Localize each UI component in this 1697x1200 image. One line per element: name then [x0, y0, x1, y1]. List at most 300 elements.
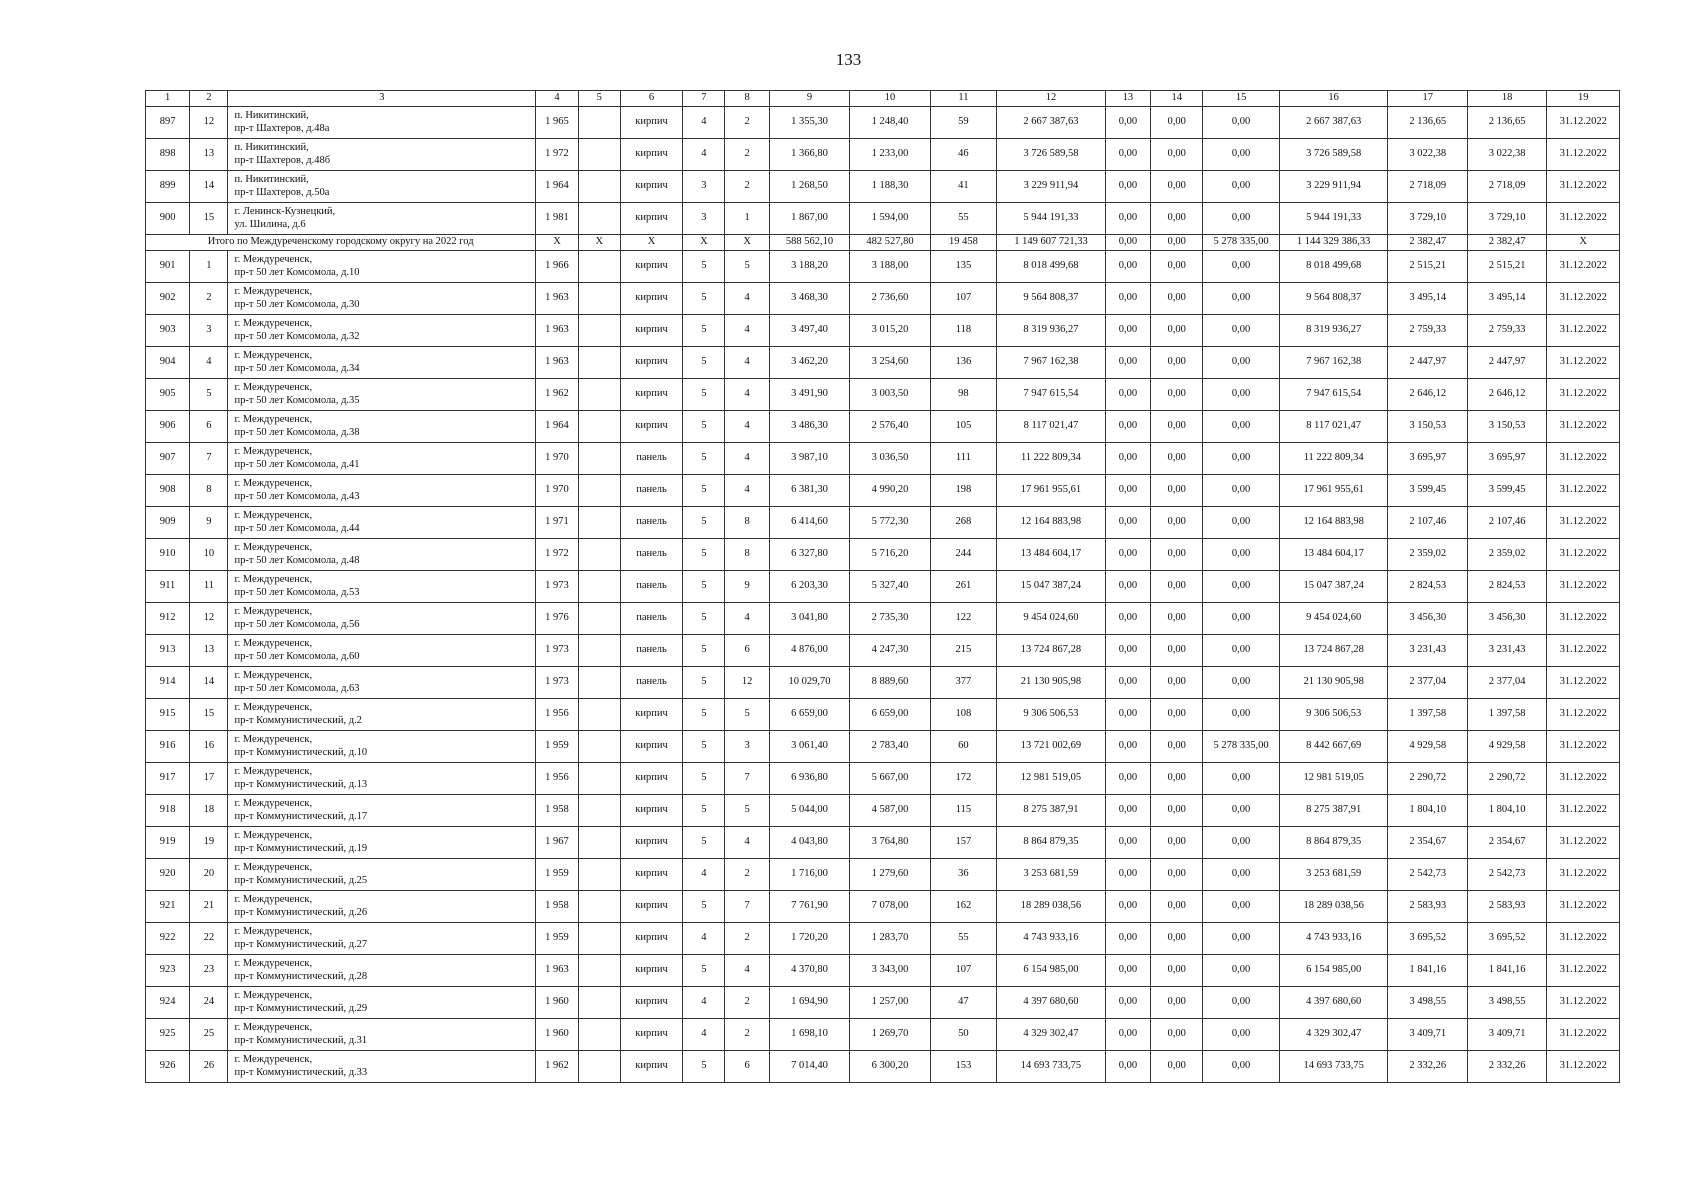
- cell-pop: 115: [930, 795, 996, 827]
- cell-n: 906: [146, 411, 190, 443]
- cell-pop: 118: [930, 315, 996, 347]
- cell-s9: 3 497,40: [769, 315, 849, 347]
- cell-s9: 1 355,30: [769, 107, 849, 139]
- total-label: Итого по Междуреченскому городскому округу на 2022 год: [146, 235, 536, 251]
- cell-en: 5: [725, 699, 769, 731]
- cell-fl: 3: [683, 171, 725, 203]
- cell-c13: 0,00: [1105, 827, 1150, 859]
- address-line-2: пр-т 50 лет Комсомола, д.34: [234, 362, 360, 374]
- cell-en: 2: [725, 987, 769, 1019]
- cell-c5: [578, 411, 620, 443]
- cell-c14: 0,00: [1151, 859, 1203, 891]
- cell-mat: панель: [620, 571, 682, 603]
- total-cell-5: X: [578, 235, 620, 251]
- cell-s10: 8 889,60: [850, 667, 930, 699]
- column-header: 16: [1279, 91, 1388, 107]
- cell-c17: 1 841,16: [1388, 955, 1467, 987]
- cell-c18: 1 397,58: [1467, 699, 1546, 731]
- cell-year: 1 976: [536, 603, 578, 635]
- cell-s10: 3 343,00: [850, 955, 930, 987]
- total-cell-12: 1 149 607 721,33: [997, 235, 1106, 251]
- cell-fl: 4: [683, 139, 725, 171]
- cell-c13: 0,00: [1105, 411, 1150, 443]
- cell-m: 14: [190, 171, 228, 203]
- cell-s9: 7 761,90: [769, 891, 849, 923]
- cell-s10: 2 576,40: [850, 411, 930, 443]
- cell-c13: 0,00: [1105, 443, 1150, 475]
- cell-mat: кирпич: [620, 827, 682, 859]
- cell-date: 31.12.2022: [1547, 139, 1620, 171]
- cell-pop: 136: [930, 347, 996, 379]
- cell-c12: 8 864 879,35: [997, 827, 1106, 859]
- cell-c17: 2 332,26: [1388, 1051, 1467, 1083]
- cell-m: 6: [190, 411, 228, 443]
- cell-date: 31.12.2022: [1547, 699, 1620, 731]
- cell-c17: 3 695,52: [1388, 923, 1467, 955]
- cell-n: 903: [146, 315, 190, 347]
- cell-date: 31.12.2022: [1547, 475, 1620, 507]
- cell-m: 5: [190, 379, 228, 411]
- cell-c18: 4 929,58: [1467, 731, 1546, 763]
- cell-pop: 107: [930, 283, 996, 315]
- cell-c18: 2 542,73: [1467, 859, 1546, 891]
- cell-year: 1 963: [536, 347, 578, 379]
- column-header: 10: [850, 91, 930, 107]
- cell-mat: кирпич: [620, 795, 682, 827]
- cell-c14: 0,00: [1151, 1019, 1203, 1051]
- cell-c18: 1 841,16: [1467, 955, 1546, 987]
- cell-mat: кирпич: [620, 891, 682, 923]
- cell-n: 920: [146, 859, 190, 891]
- address-line-1: г. Междуреченск,: [234, 638, 313, 650]
- cell-fl: 5: [683, 251, 725, 283]
- cell-c17: 2 824,53: [1388, 571, 1467, 603]
- cell-year: 1 963: [536, 315, 578, 347]
- cell-fl: 5: [683, 699, 725, 731]
- cell-c18: 2 136,65: [1467, 107, 1546, 139]
- cell-mat: панель: [620, 603, 682, 635]
- table-row: [146, 539, 1620, 571]
- cell-c14: 0,00: [1151, 315, 1203, 347]
- cell-c17: 2 447,97: [1388, 347, 1467, 379]
- cell-s9: 4 370,80: [769, 955, 849, 987]
- cell-c16: 2 667 387,63: [1279, 107, 1388, 139]
- cell-c5: [578, 315, 620, 347]
- cell-c5: [578, 859, 620, 891]
- cell-fl: 5: [683, 443, 725, 475]
- column-header: 7: [683, 91, 725, 107]
- cell-n: 907: [146, 443, 190, 475]
- address-cell: [228, 1051, 536, 1083]
- table-row: [146, 475, 1620, 507]
- cell-s10: 1 283,70: [850, 923, 930, 955]
- total-cell-17: 2 382,47: [1388, 235, 1467, 251]
- address-line-2: пр-т 50 лет Комсомола, д.38: [234, 426, 360, 438]
- cell-c15: 0,00: [1203, 891, 1279, 923]
- cell-c14: 0,00: [1151, 283, 1203, 315]
- cell-c14: 0,00: [1151, 203, 1203, 235]
- cell-date: 31.12.2022: [1547, 347, 1620, 379]
- cell-c17: 2 759,33: [1388, 315, 1467, 347]
- cell-c14: 0,00: [1151, 1051, 1203, 1083]
- address-cell: [228, 795, 536, 827]
- cell-c16: 4 397 680,60: [1279, 987, 1388, 1019]
- address-cell: [228, 987, 536, 1019]
- cell-c5: [578, 955, 620, 987]
- cell-fl: 5: [683, 347, 725, 379]
- address-line-1: г. Междуреченск,: [234, 382, 313, 394]
- cell-s9: 4 876,00: [769, 635, 849, 667]
- cell-n: 902: [146, 283, 190, 315]
- cell-c13: 0,00: [1105, 347, 1150, 379]
- column-header: 3: [228, 91, 536, 107]
- column-header: 12: [997, 91, 1106, 107]
- cell-c13: 0,00: [1105, 315, 1150, 347]
- cell-year: 1 973: [536, 571, 578, 603]
- cell-c5: [578, 795, 620, 827]
- cell-date: 31.12.2022: [1547, 507, 1620, 539]
- cell-date: 31.12.2022: [1547, 987, 1620, 1019]
- cell-date: 31.12.2022: [1547, 891, 1620, 923]
- cell-c18: 3 498,55: [1467, 987, 1546, 1019]
- cell-pop: 122: [930, 603, 996, 635]
- cell-n: 914: [146, 667, 190, 699]
- address-line-1: г. Междуреченск,: [234, 702, 313, 714]
- cell-date: 31.12.2022: [1547, 635, 1620, 667]
- address-line-2: пр-т 50 лет Комсомола, д.35: [234, 394, 360, 406]
- cell-pop: 55: [930, 203, 996, 235]
- cell-s10: 1 594,00: [850, 203, 930, 235]
- address-line-2: пр-т Шахтеров, д.50а: [234, 186, 330, 198]
- cell-c13: 0,00: [1105, 763, 1150, 795]
- cell-c18: 3 599,45: [1467, 475, 1546, 507]
- cell-m: 7: [190, 443, 228, 475]
- cell-c15: 0,00: [1203, 795, 1279, 827]
- cell-year: 1 973: [536, 667, 578, 699]
- cell-mat: кирпич: [620, 315, 682, 347]
- cell-c12: 7 967 162,38: [997, 347, 1106, 379]
- cell-c5: [578, 171, 620, 203]
- cell-pop: 47: [930, 987, 996, 1019]
- cell-n: 917: [146, 763, 190, 795]
- cell-date: 31.12.2022: [1547, 667, 1620, 699]
- cell-en: 4: [725, 411, 769, 443]
- address-line-2: пр-т Коммунистический, д.27: [234, 938, 368, 950]
- cell-c14: 0,00: [1151, 795, 1203, 827]
- cell-en: 4: [725, 443, 769, 475]
- cell-c16: 9 564 808,37: [1279, 283, 1388, 315]
- cell-c15: 0,00: [1203, 507, 1279, 539]
- cell-c16: 12 164 883,98: [1279, 507, 1388, 539]
- cell-fl: 5: [683, 1051, 725, 1083]
- cell-c12: 13 724 867,28: [997, 635, 1106, 667]
- cell-c15: 0,00: [1203, 1051, 1279, 1083]
- cell-c12: 2 667 387,63: [997, 107, 1106, 139]
- address-cell: [228, 379, 536, 411]
- cell-s9: 3 462,20: [769, 347, 849, 379]
- cell-pop: 157: [930, 827, 996, 859]
- total-cell-9: 588 562,10: [769, 235, 849, 251]
- cell-fl: 5: [683, 571, 725, 603]
- cell-mat: кирпич: [620, 699, 682, 731]
- cell-m: 2: [190, 283, 228, 315]
- cell-year: 1 959: [536, 731, 578, 763]
- column-header: 2: [190, 91, 228, 107]
- cell-s10: 3 003,50: [850, 379, 930, 411]
- cell-c5: [578, 1051, 620, 1083]
- cell-c16: 3 726 589,58: [1279, 139, 1388, 171]
- table-row: [146, 1051, 1620, 1083]
- cell-c12: 17 961 955,61: [997, 475, 1106, 507]
- cell-s9: 6 203,30: [769, 571, 849, 603]
- total-cell-7: X: [683, 235, 725, 251]
- cell-pop: 377: [930, 667, 996, 699]
- cell-c12: 13 484 604,17: [997, 539, 1106, 571]
- total-cell-18: 2 382,47: [1467, 235, 1546, 251]
- address-cell: [228, 635, 536, 667]
- table-row: [146, 347, 1620, 379]
- table-row: [146, 891, 1620, 923]
- cell-s9: 1 268,50: [769, 171, 849, 203]
- total-row: [146, 235, 1620, 251]
- cell-c18: 3 495,14: [1467, 283, 1546, 315]
- cell-date: 31.12.2022: [1547, 107, 1620, 139]
- cell-n: 900: [146, 203, 190, 235]
- cell-s10: 1 279,60: [850, 859, 930, 891]
- cell-mat: кирпич: [620, 379, 682, 411]
- cell-c16: 9 306 506,53: [1279, 699, 1388, 731]
- cell-c5: [578, 603, 620, 635]
- cell-c15: 0,00: [1203, 443, 1279, 475]
- address-cell: [228, 731, 536, 763]
- cell-c12: 12 164 883,98: [997, 507, 1106, 539]
- cell-s9: 3 041,80: [769, 603, 849, 635]
- cell-n: 915: [146, 699, 190, 731]
- cell-s10: 1 188,30: [850, 171, 930, 203]
- cell-mat: кирпич: [620, 1019, 682, 1051]
- cell-c12: 9 454 024,60: [997, 603, 1106, 635]
- cell-fl: 3: [683, 203, 725, 235]
- address-line-1: г. Междуреченск,: [234, 1054, 313, 1066]
- address-line-1: г. Междуреченск,: [234, 670, 313, 682]
- table-row: [146, 699, 1620, 731]
- cell-c5: [578, 923, 620, 955]
- cell-en: 12: [725, 667, 769, 699]
- cell-s10: 5 667,00: [850, 763, 930, 795]
- cell-n: 912: [146, 603, 190, 635]
- cell-c14: 0,00: [1151, 475, 1203, 507]
- cell-en: 4: [725, 827, 769, 859]
- address-cell: [228, 283, 536, 315]
- cell-en: 3: [725, 731, 769, 763]
- cell-date: 31.12.2022: [1547, 251, 1620, 283]
- cell-c15: 0,00: [1203, 571, 1279, 603]
- address-cell: [228, 667, 536, 699]
- table-row: [146, 1019, 1620, 1051]
- cell-s10: 2 735,30: [850, 603, 930, 635]
- total-cell-10: 482 527,80: [850, 235, 930, 251]
- table-body: [146, 91, 1620, 1083]
- total-cell-4: X: [536, 235, 578, 251]
- cell-c12: 8 275 387,91: [997, 795, 1106, 827]
- cell-c14: 0,00: [1151, 891, 1203, 923]
- address-line-2: пр-т Коммунистический, д.31: [234, 1034, 368, 1046]
- address-cell: [228, 171, 536, 203]
- cell-c18: 3 456,30: [1467, 603, 1546, 635]
- cell-c18: 2 583,93: [1467, 891, 1546, 923]
- cell-year: 1 960: [536, 1019, 578, 1051]
- cell-c18: 2 824,53: [1467, 571, 1546, 603]
- cell-c18: 2 377,04: [1467, 667, 1546, 699]
- cell-s9: 6 936,80: [769, 763, 849, 795]
- cell-pop: 46: [930, 139, 996, 171]
- cell-c14: 0,00: [1151, 635, 1203, 667]
- address-line-2: пр-т Коммунистический, д.25: [234, 874, 368, 886]
- cell-c14: 0,00: [1151, 699, 1203, 731]
- cell-en: 4: [725, 955, 769, 987]
- cell-fl: 4: [683, 107, 725, 139]
- cell-m: 26: [190, 1051, 228, 1083]
- cell-mat: панель: [620, 635, 682, 667]
- cell-s10: 1 269,70: [850, 1019, 930, 1051]
- cell-en: 4: [725, 347, 769, 379]
- cell-c13: 0,00: [1105, 171, 1150, 203]
- address-line-2: пр-т Коммунистический, д.28: [234, 970, 368, 982]
- cell-s10: 2 783,40: [850, 731, 930, 763]
- cell-c5: [578, 507, 620, 539]
- column-header: 18: [1467, 91, 1546, 107]
- cell-c18: 2 718,09: [1467, 171, 1546, 203]
- cell-year: 1 958: [536, 795, 578, 827]
- cell-c15: 0,00: [1203, 859, 1279, 891]
- cell-c12: 3 229 911,94: [997, 171, 1106, 203]
- table-row: [146, 139, 1620, 171]
- column-header: 5: [578, 91, 620, 107]
- cell-c5: [578, 571, 620, 603]
- cell-c13: 0,00: [1105, 667, 1150, 699]
- cell-c17: 2 583,93: [1388, 891, 1467, 923]
- cell-year: 1 964: [536, 411, 578, 443]
- cell-mat: кирпич: [620, 251, 682, 283]
- cell-pop: 36: [930, 859, 996, 891]
- cell-s9: 3 486,30: [769, 411, 849, 443]
- cell-c17: 2 136,65: [1388, 107, 1467, 139]
- cell-fl: 5: [683, 635, 725, 667]
- address-line-1: г. Междуреченск,: [234, 606, 313, 618]
- cell-c15: 0,00: [1203, 203, 1279, 235]
- cell-c14: 0,00: [1151, 667, 1203, 699]
- address-line-2: пр-т 50 лет Комсомола, д.63: [234, 682, 360, 694]
- address-cell: [228, 443, 536, 475]
- cell-en: 5: [725, 251, 769, 283]
- cell-m: 22: [190, 923, 228, 955]
- cell-date: 31.12.2022: [1547, 827, 1620, 859]
- cell-c14: 0,00: [1151, 539, 1203, 571]
- cell-en: 2: [725, 107, 769, 139]
- cell-c16: 6 154 985,00: [1279, 955, 1388, 987]
- table-row: [146, 411, 1620, 443]
- cell-fl: 5: [683, 411, 725, 443]
- table-row: [146, 571, 1620, 603]
- cell-en: 6: [725, 1051, 769, 1083]
- cell-c12: 4 397 680,60: [997, 987, 1106, 1019]
- cell-c12: 21 130 905,98: [997, 667, 1106, 699]
- total-cell-16: 1 144 329 386,33: [1279, 235, 1388, 251]
- cell-c16: 3 229 911,94: [1279, 171, 1388, 203]
- cell-c13: 0,00: [1105, 475, 1150, 507]
- cell-c16: 21 130 905,98: [1279, 667, 1388, 699]
- address-cell: [228, 1019, 536, 1051]
- cell-c5: [578, 443, 620, 475]
- cell-c15: 0,00: [1203, 139, 1279, 171]
- cell-fl: 5: [683, 763, 725, 795]
- cell-pop: 135: [930, 251, 996, 283]
- address-line-1: г. Междуреченск,: [234, 286, 313, 298]
- address-line-2: пр-т 50 лет Комсомола, д.43: [234, 490, 360, 502]
- cell-s10: 4 247,30: [850, 635, 930, 667]
- address-line-1: г. Междуреченск,: [234, 510, 313, 522]
- cell-en: 7: [725, 763, 769, 795]
- cell-n: 922: [146, 923, 190, 955]
- cell-m: 8: [190, 475, 228, 507]
- cell-c15: 0,00: [1203, 411, 1279, 443]
- cell-c16: 8 319 936,27: [1279, 315, 1388, 347]
- cell-fl: 4: [683, 1019, 725, 1051]
- cell-c5: [578, 283, 620, 315]
- cell-n: 911: [146, 571, 190, 603]
- cell-c16: 13 724 867,28: [1279, 635, 1388, 667]
- cell-c13: 0,00: [1105, 795, 1150, 827]
- cell-n: 909: [146, 507, 190, 539]
- cell-date: 31.12.2022: [1547, 1019, 1620, 1051]
- cell-c14: 0,00: [1151, 955, 1203, 987]
- address-line-2: пр-т 50 лет Комсомола, д.48: [234, 554, 360, 566]
- address-cell: [228, 923, 536, 955]
- cell-s9: 3 491,90: [769, 379, 849, 411]
- cell-c16: 5 944 191,33: [1279, 203, 1388, 235]
- cell-c12: 14 693 733,75: [997, 1051, 1106, 1083]
- cell-c13: 0,00: [1105, 251, 1150, 283]
- cell-year: 1 973: [536, 635, 578, 667]
- cell-c16: 7 947 615,54: [1279, 379, 1388, 411]
- cell-c17: 3 495,14: [1388, 283, 1467, 315]
- cell-s9: 5 044,00: [769, 795, 849, 827]
- cell-c12: 5 944 191,33: [997, 203, 1106, 235]
- address-line-2: пр-т 50 лет Комсомола, д.56: [234, 618, 360, 630]
- cell-c18: 2 515,21: [1467, 251, 1546, 283]
- address-line-1: г. Междуреченск,: [234, 318, 313, 330]
- cell-c15: 0,00: [1203, 379, 1279, 411]
- table-row: [146, 283, 1620, 315]
- cell-c17: 2 646,12: [1388, 379, 1467, 411]
- cell-mat: панель: [620, 539, 682, 571]
- cell-mat: кирпич: [620, 955, 682, 987]
- cell-s10: 1 257,00: [850, 987, 930, 1019]
- cell-c15: 0,00: [1203, 315, 1279, 347]
- cell-c16: 3 253 681,59: [1279, 859, 1388, 891]
- address-line-2: пр-т 50 лет Комсомола, д.44: [234, 522, 360, 534]
- cell-n: 923: [146, 955, 190, 987]
- cell-year: 1 971: [536, 507, 578, 539]
- cell-c15: 0,00: [1203, 475, 1279, 507]
- cell-date: 31.12.2022: [1547, 411, 1620, 443]
- cell-date: 31.12.2022: [1547, 571, 1620, 603]
- address-line-2: пр-т Коммунистический, д.13: [234, 778, 368, 790]
- cell-s9: 6 327,80: [769, 539, 849, 571]
- address-cell: [228, 315, 536, 347]
- cell-s10: 5 716,20: [850, 539, 930, 571]
- cell-c16: 14 693 733,75: [1279, 1051, 1388, 1083]
